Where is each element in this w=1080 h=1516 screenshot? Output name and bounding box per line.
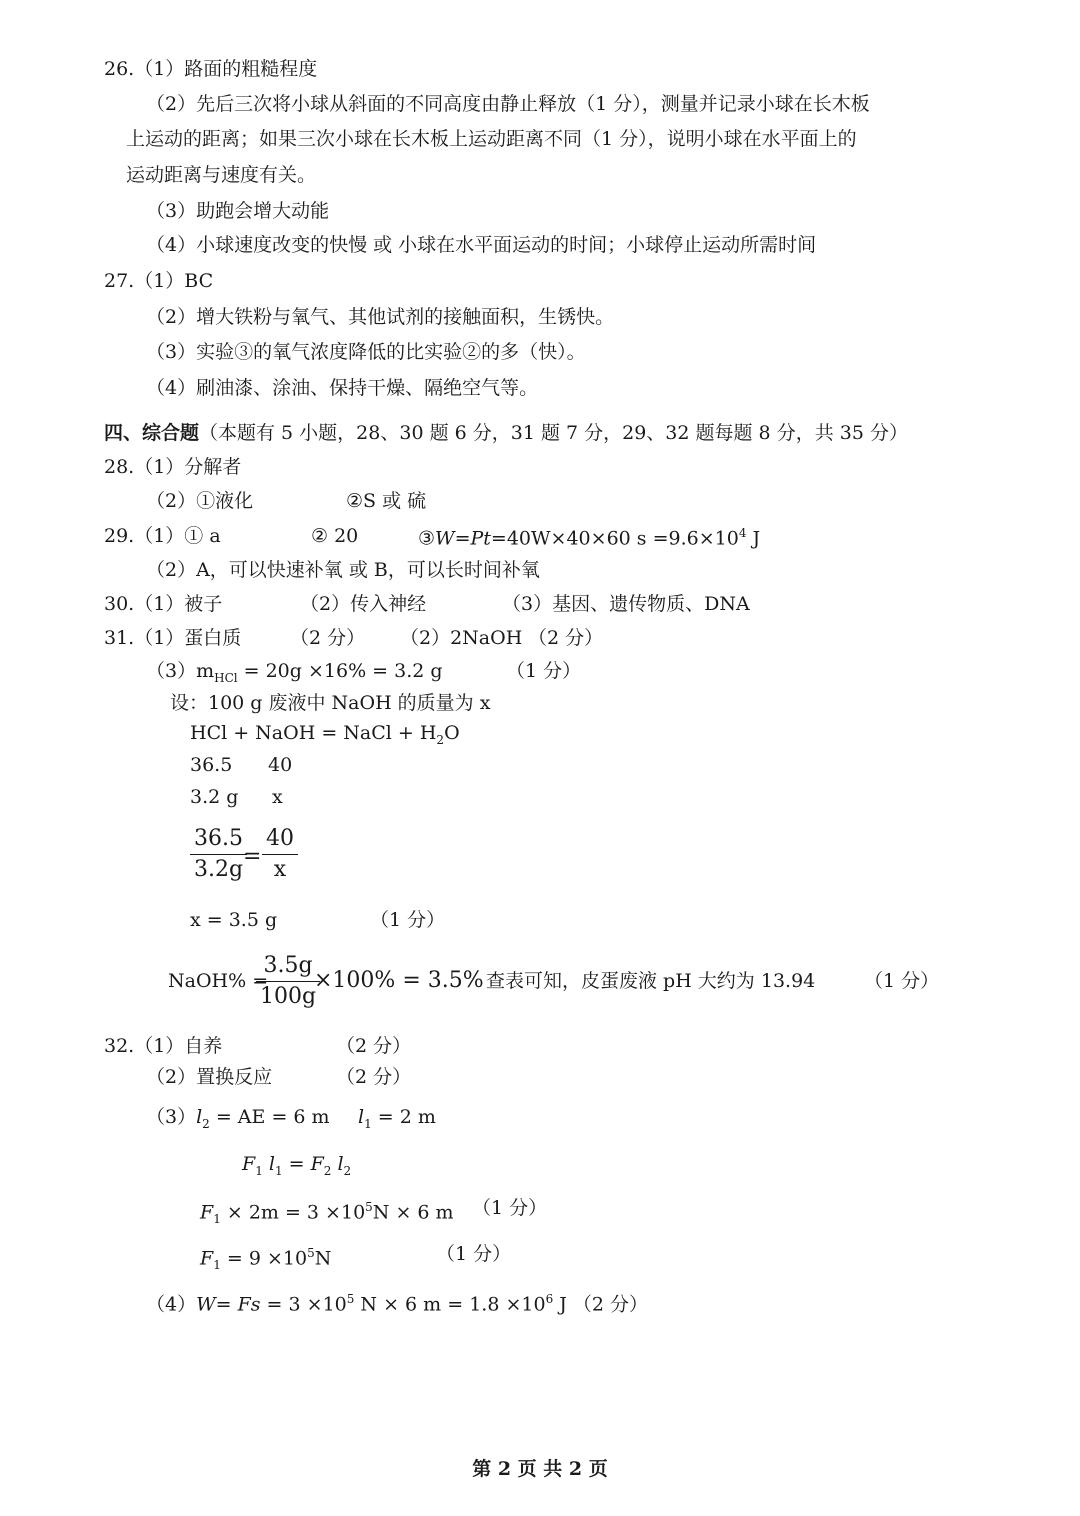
q26-line-2: （2）先后三次将小球从斜面的不同高度由静止释放（1 分），测量并记录小球在长木板 bbox=[146, 93, 870, 115]
q30-a: 30.（1）被子 bbox=[104, 593, 223, 615]
q30-c: （3）基因、遗传物质、DNA bbox=[502, 593, 750, 615]
q32-l1-value: = 2 m bbox=[371, 1106, 436, 1128]
page-footer: 第 2 页 共 2 页 bbox=[472, 1458, 608, 1480]
q31-line-1a: 31.（1）蛋白质 bbox=[104, 627, 242, 649]
calc1-b: N × 6 m bbox=[372, 1201, 454, 1224]
q32-l2-symbol: l bbox=[196, 1106, 203, 1128]
l4-a: = 3 ×10 bbox=[260, 1293, 347, 1316]
q31-mass-label: （3）m bbox=[146, 660, 215, 682]
q32-l3-prefix: （3） bbox=[146, 1106, 197, 1128]
q31-line-1d: （2 分） bbox=[528, 627, 604, 649]
law-f1: F bbox=[242, 1153, 256, 1175]
q31-naoh-num: 3.5g bbox=[256, 955, 320, 982]
q29-circle-3: ③ bbox=[418, 527, 436, 550]
section-title: 四、综合题 bbox=[104, 422, 200, 444]
q27-line-4: （4）刷油漆、涂油、保持干燥、隔绝空气等。 bbox=[146, 377, 539, 399]
q30-b: （2）传入神经 bbox=[300, 593, 427, 615]
q29-line-1b: ② 20 bbox=[311, 525, 359, 547]
q31-ratio-right-num: 40 bbox=[262, 828, 298, 855]
q31-naoh-den: 100g bbox=[260, 984, 317, 1009]
q29-line-1c bbox=[418, 527, 760, 548]
q31-ratio-left bbox=[190, 828, 247, 881]
q26-line-4: 运动距离与速度有关。 bbox=[126, 164, 317, 186]
q32-l1-symbol: l bbox=[358, 1106, 365, 1128]
q31-known-1: 3.2 g bbox=[190, 786, 239, 808]
q31-eq-left: HCl + NaOH = NaCl + H bbox=[190, 722, 437, 744]
q32-l2-value: = AE = 6 m bbox=[209, 1106, 330, 1128]
q31-mass-calc: = 20g ×16% = 3.2 g bbox=[237, 660, 443, 682]
q31-molar-2: 40 bbox=[268, 754, 293, 776]
l4-prefix: （4） bbox=[146, 1293, 197, 1316]
q31-setup: 设：100 g 废液中 NaOH 的质量为 x bbox=[170, 692, 491, 714]
calc1-exp: 5 bbox=[365, 1200, 373, 1214]
q32-line-2a: （2）置换反应 bbox=[146, 1066, 273, 1088]
q31-eq-o: O bbox=[444, 722, 460, 744]
q31-equation bbox=[190, 724, 460, 746]
section-note: （本题有 5 小题，28、30 题 6 分，31 题 7 分，29、32 题每题 8 分，共 35 分） bbox=[199, 422, 908, 444]
q27-line-2: （2）增大铁粉与氧气、其他试剂的接触面积，生锈快。 bbox=[146, 306, 615, 328]
q29-formula: W=Pt bbox=[435, 527, 491, 550]
q29-unit: J bbox=[746, 527, 761, 550]
q31-ratio-left-den: 3.2g bbox=[194, 857, 244, 882]
calc1-sub: 1 bbox=[213, 1212, 221, 1227]
q31-line-2-score: （1 分） bbox=[506, 660, 582, 682]
q32-calc-1-score: （1 分） bbox=[472, 1197, 548, 1219]
q26-line-1: 26.（1）路面的粗糙程度 bbox=[104, 58, 318, 80]
q31-naoh-label: NaOH% = bbox=[168, 970, 269, 992]
q32-line-1a: 32.（1）自养 bbox=[104, 1035, 223, 1057]
q28-line-1: 28.（1）分解者 bbox=[104, 456, 242, 478]
q32-line-3 bbox=[146, 1108, 330, 1130]
q31-ratio-eq: = bbox=[243, 844, 262, 869]
l4-exp2: 6 bbox=[545, 1292, 554, 1306]
q31-naoh-fraction bbox=[256, 955, 320, 1008]
law-l2-sub: 2 bbox=[343, 1163, 352, 1178]
q31-line-1c: （2）2NaOH bbox=[400, 627, 523, 649]
calc2-f: F bbox=[200, 1247, 214, 1270]
q32-calc-2 bbox=[200, 1247, 331, 1271]
calc2-a: = 9 ×10 bbox=[220, 1247, 308, 1270]
q31-line-1b: （2 分） bbox=[290, 627, 366, 649]
q27-line-1: 27.（1）BC bbox=[104, 270, 214, 292]
q31-ratio-right-den: x bbox=[273, 857, 287, 882]
law-f2-sub: 2 bbox=[323, 1163, 332, 1178]
law-eq: = bbox=[282, 1153, 311, 1175]
q26-line-5: （3）助跑会增大动能 bbox=[146, 200, 330, 222]
q32-line-4 bbox=[146, 1293, 648, 1314]
section-heading bbox=[104, 424, 908, 443]
q31-ratio-right bbox=[262, 828, 298, 881]
law-f1-sub: 1 bbox=[255, 1163, 263, 1178]
l4-b: N × 6 m = 1.8 ×10 bbox=[354, 1293, 546, 1316]
q29-line-1a: 29.（1）① a bbox=[104, 525, 221, 547]
law-f2: F bbox=[310, 1153, 324, 1175]
q32-line-2b: （2 分） bbox=[336, 1066, 412, 1088]
law-l1: l bbox=[268, 1153, 275, 1175]
q28-line-2a: （2）①液化 bbox=[146, 490, 254, 512]
calc1-f: F bbox=[200, 1201, 214, 1224]
calc2-b: N bbox=[314, 1247, 332, 1270]
q26-line-3: 上运动的距离；如果三次小球在长木板上运动距离不同（1 分），说明小球在水平面上的 bbox=[126, 128, 857, 150]
q31-ratio-left-num: 36.5 bbox=[190, 828, 247, 855]
l4-formula: W= Fs bbox=[196, 1293, 261, 1316]
q29-exp: 4 bbox=[738, 526, 747, 540]
q32-l1-sub: 1 bbox=[364, 1116, 372, 1131]
q32-lever-law bbox=[242, 1155, 351, 1177]
q31-mass-sub: HCl bbox=[214, 670, 238, 685]
q32-line-1b: （2 分） bbox=[336, 1035, 412, 1057]
q29-line-2: （2）A，可以快速补氧 或 B，可以长时间补氧 bbox=[146, 559, 540, 581]
q29-calc: =40W×40×60 s =9.6×10 bbox=[490, 527, 739, 550]
q31-known-2: x bbox=[272, 786, 283, 808]
q26-line-6: （4）小球速度改变的快慢 或 小球在水平面运动的时间；小球停止运动所需时间 bbox=[146, 234, 817, 256]
q31-eq-sub: 2 bbox=[436, 732, 445, 747]
calc1-a: × 2m = 3 ×10 bbox=[220, 1201, 366, 1224]
q31-naoh-result: ×100% = 3.5% bbox=[314, 968, 484, 993]
calc2-sub: 1 bbox=[213, 1258, 221, 1273]
l4-c: J （2 分） bbox=[553, 1293, 649, 1316]
q31-naoh-text: 查表可知，皮蛋废液 pH 大约为 13.94 bbox=[486, 970, 816, 992]
law-l1-sub: 1 bbox=[274, 1163, 283, 1178]
q32-line-3b bbox=[358, 1108, 436, 1130]
q32-calc-2-score: （1 分） bbox=[436, 1243, 512, 1265]
q32-calc-1 bbox=[200, 1201, 454, 1225]
q32-l2-sub: 2 bbox=[202, 1116, 210, 1131]
q31-x-score: （1 分） bbox=[370, 909, 446, 931]
q31-naoh-score: （1 分） bbox=[864, 970, 940, 992]
calc2-exp: 5 bbox=[307, 1246, 315, 1260]
law-l2: l bbox=[337, 1153, 344, 1175]
q31-line-2 bbox=[146, 662, 443, 684]
q27-line-3: （3）实验③的氧气浓度降低的比实验②的多（快）。 bbox=[146, 341, 586, 363]
q28-line-2b: ②S 或 硫 bbox=[346, 490, 427, 512]
q31-x-result: x = 3.5 g bbox=[190, 909, 278, 931]
l4-exp1: 5 bbox=[346, 1292, 355, 1306]
q31-molar-1: 36.5 bbox=[190, 754, 233, 776]
